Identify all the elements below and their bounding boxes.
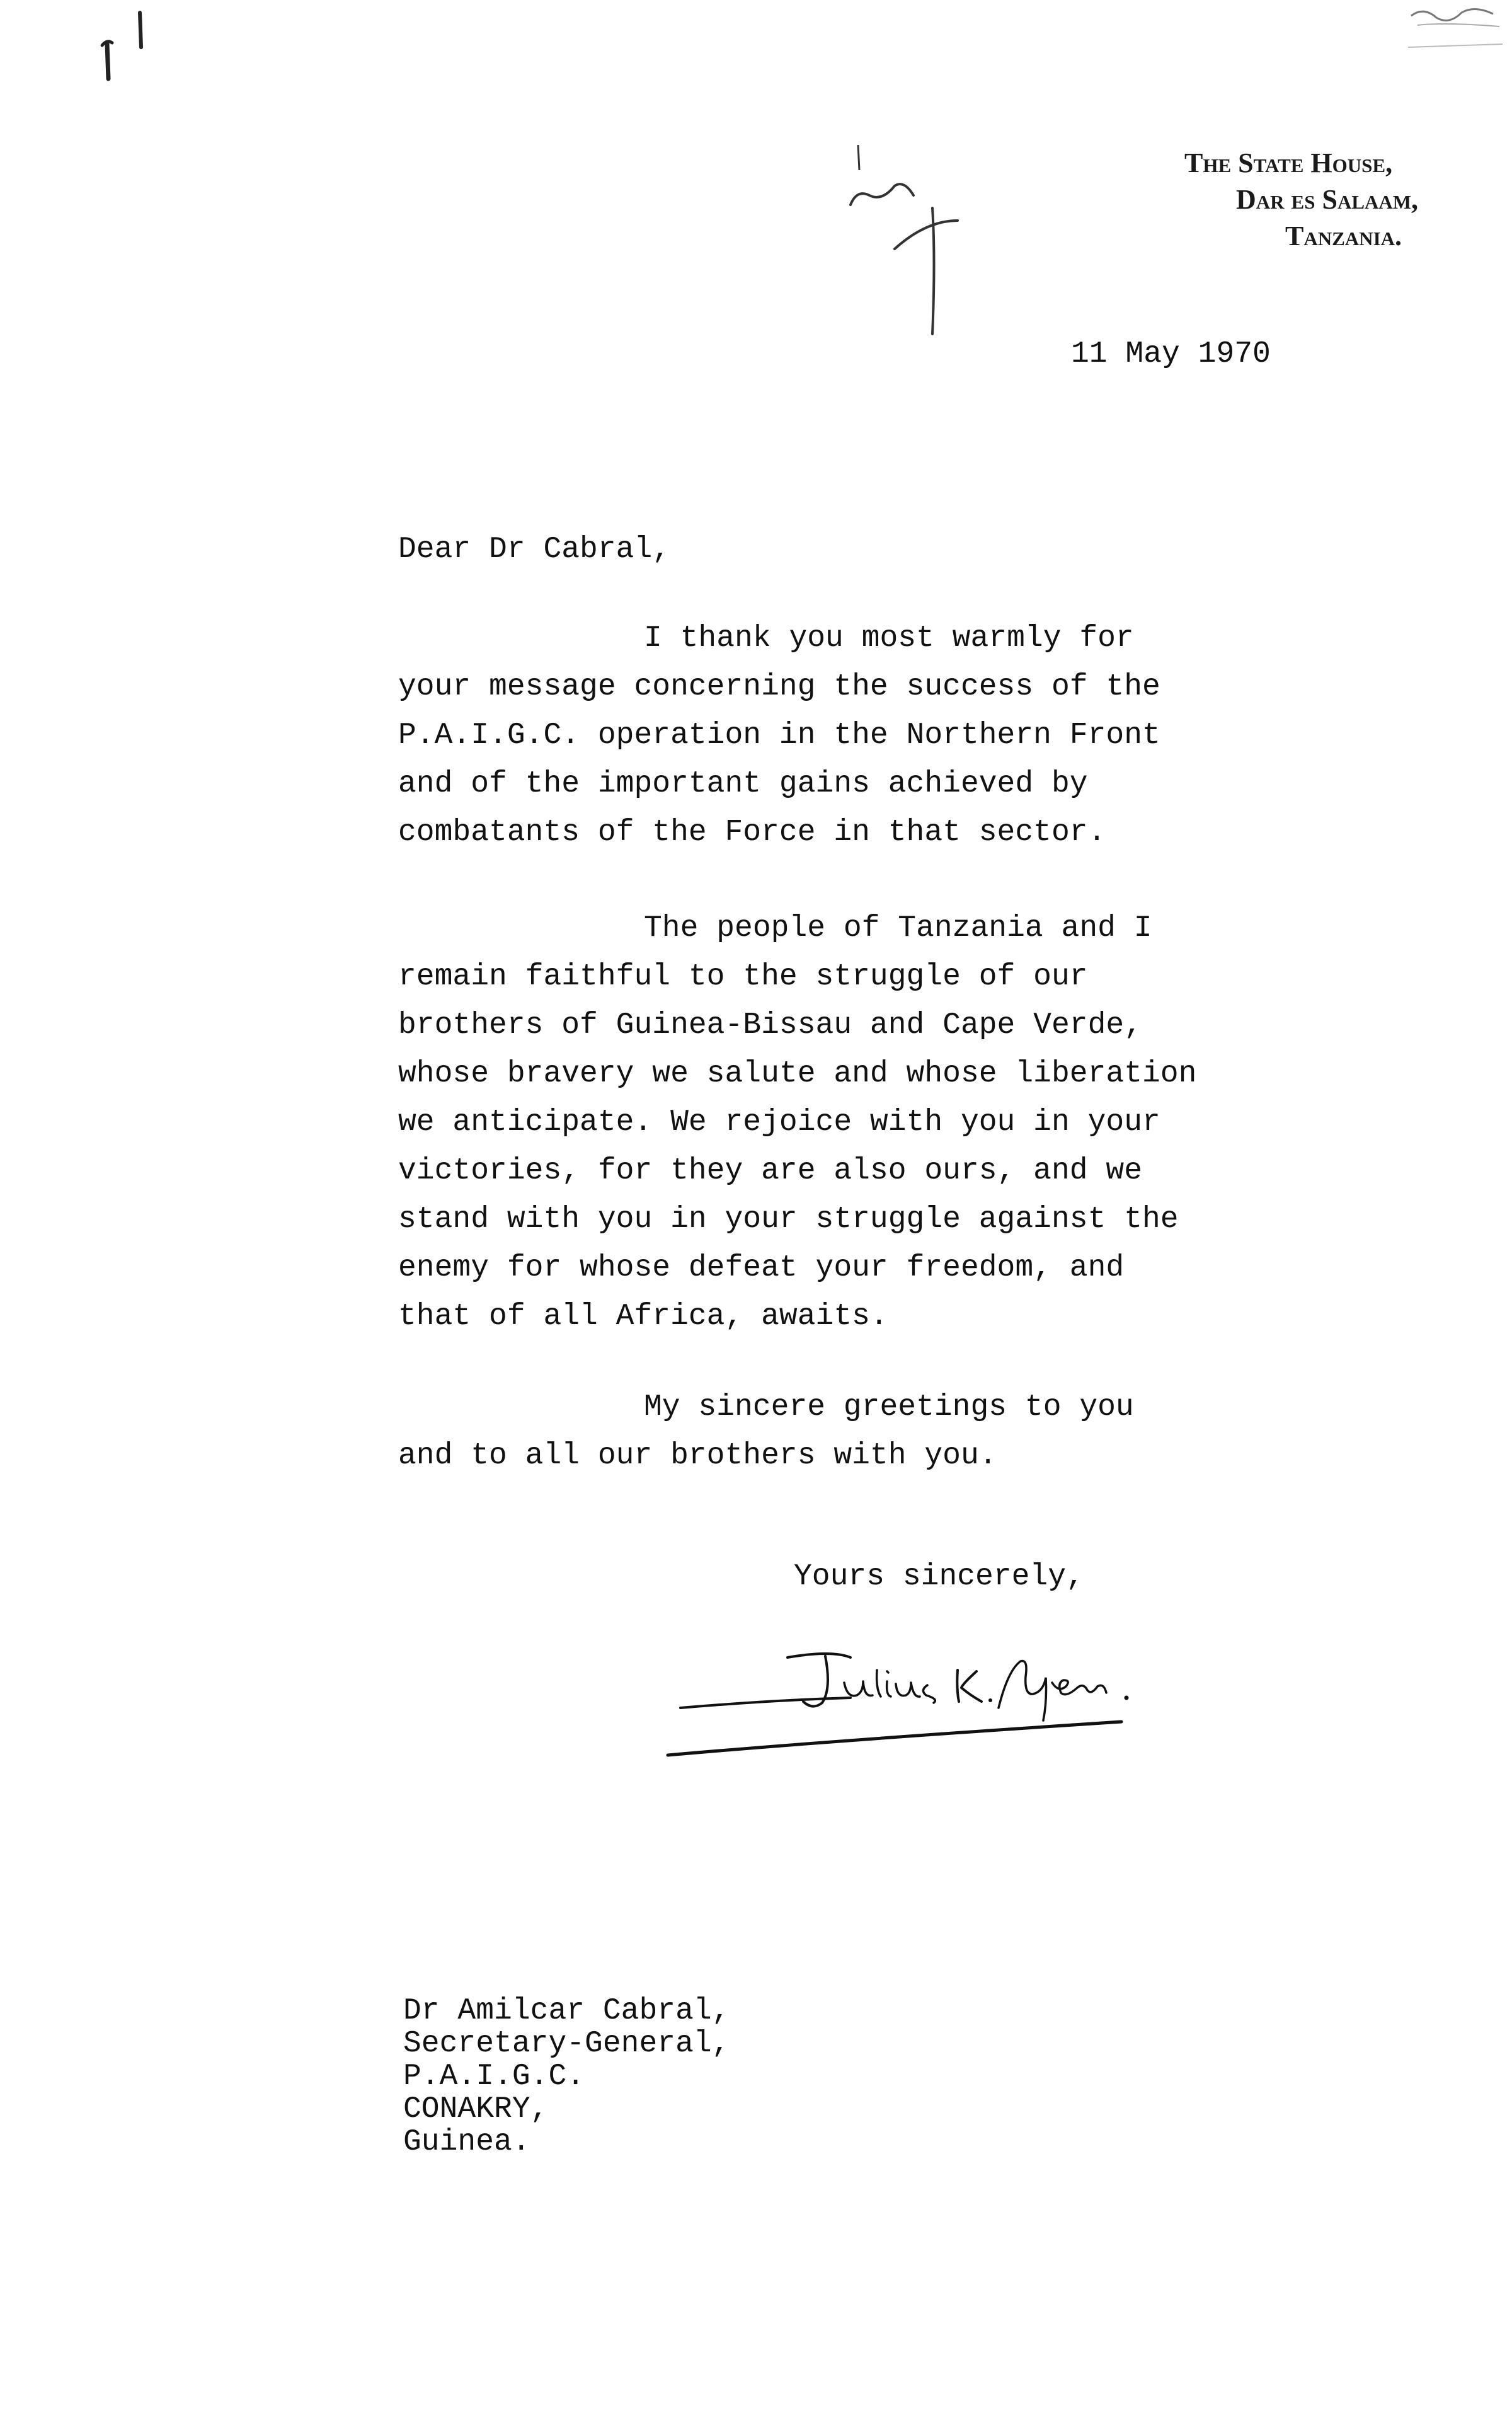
letterhead-line-2: Dar es Salaam, <box>1236 184 1419 215</box>
body-line: combatants of the Force in that sector. <box>398 815 1106 850</box>
body-line: that of all Africa, awaits. <box>398 1299 888 1334</box>
body-paragraph-1 <box>398 614 1293 857</box>
address-line: Dr Amilcar Cabral, <box>403 1994 730 2028</box>
letterhead <box>1071 145 1449 255</box>
recipient-address <box>403 1995 730 2158</box>
address-line: Guinea. <box>403 2125 530 2159</box>
handwritten-annotation <box>838 145 989 347</box>
body-line: victories, for they are also ours, and we <box>398 1154 1142 1188</box>
letterhead-line-1: The State House, <box>1184 147 1393 178</box>
body-line: whose bravery we salute and whose liberation <box>398 1057 1197 1091</box>
body-line: enemy for whose defeat your freedom, and <box>398 1251 1125 1285</box>
letter-date: 11 May 1970 <box>1071 337 1271 371</box>
body-line: brothers of Guinea-Bissau and Cape Verde, <box>398 1008 1142 1042</box>
address-line: CONAKRY, <box>403 2092 549 2126</box>
body-paragraph-2 <box>398 904 1293 1341</box>
letterhead-line-3: Tanzania. <box>1285 221 1402 251</box>
body-line: and of the important gains achieved by <box>398 767 1088 801</box>
body-line: The people of Tanzania and I <box>644 911 1152 945</box>
body-line: I thank you most warmly for <box>644 621 1134 655</box>
body-line: stand with you in your struggle against the <box>398 1202 1179 1236</box>
body-line: your message concerning the success of the <box>398 670 1160 704</box>
body-line: remain faithful to the struggle of our <box>398 960 1088 994</box>
body-line: P.A.I.G.C. operation in the Northern Front <box>398 718 1160 752</box>
handwritten-signature <box>643 1632 1147 1771</box>
salutation: Dear Dr Cabral, <box>398 533 671 567</box>
address-line: Secretary-General, <box>403 2027 730 2061</box>
address-line: P.A.I.G.C. <box>403 2060 585 2094</box>
body-line: and to all our brothers with you. <box>398 1439 997 1473</box>
archive-stamp-top-right <box>1405 0 1506 57</box>
body-line: we anticipate. We rejoice with you in your <box>398 1105 1160 1139</box>
body-line: My sincere greetings to you <box>644 1390 1134 1424</box>
body-paragraph-3 <box>398 1383 1293 1480</box>
closing: Yours sincerely, <box>794 1560 1084 1594</box>
handwritten-mark-top-left <box>94 6 164 88</box>
